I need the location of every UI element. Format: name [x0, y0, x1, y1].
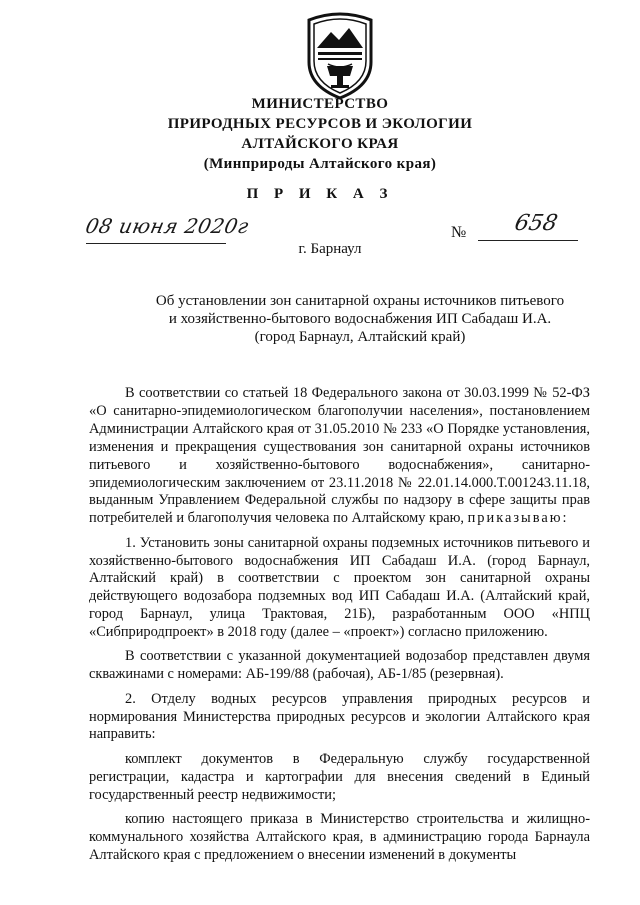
body-paragraph-1 [89, 385, 590, 528]
handwritten-number: 658 [512, 211, 560, 236]
handwritten-date: 08 июня 2020г [83, 214, 252, 238]
order-body [89, 385, 590, 871]
header-line-1: МИНИСТЕРСТВО [251, 96, 389, 112]
subject-line-1: Об установлении зон санитарной охраны источников питьевого [155, 293, 565, 309]
paragraph-1-text: В соответствии со статьей 18 Федерального закона от 30.03.1999 № 52-ФЗ «О санитарно-эпидемиологическом благополучии населения», постановлением Администрации Алтайского края от 31.05.2010 № 233 «О Порядке установления, изменения и прекращения существования зон санитарной охраны источников питьевого и хозяйственно-бытового водоснабжения», санитарно-эпидемиологическим заключением от 23.11.2018 № 22.01.14.000.Т.001243.11.18, выданным Управлением Федеральной службы по надзору в сфере защиты прав потребителей и благополучия человека по Алтайскому краю, [89, 385, 590, 527]
header-line-4: (Минприроды Алтайского края) [203, 156, 437, 172]
coat-of-arms-emblem [301, 10, 379, 102]
header-line-2: ПРИРОДНЫХ РЕСУРСОВ И ЭКОЛОГИИ [167, 116, 473, 132]
order-subject [0, 292, 640, 346]
order-word: приказываю: [467, 510, 569, 527]
city-label: г. Барнаул [298, 241, 362, 257]
body-paragraph-5: комплект документов в Федеральную службу государственной регистрации, кадастра и картографии для внесения сведений в Единый государственный реестр недвижимости; [89, 750, 590, 803]
body-paragraph-3: В соответствии с указанной документацией водозабор представлен двумя скважинами с номерами: АБ-199/88 (рабочая), АБ-1/85 (резервная). [89, 648, 590, 683]
header-line-3: АЛТАЙСКОГО КРАЯ [241, 136, 399, 152]
subject-line-2: и хозяйственно-бытового водоснабжения ИП Сабадаш И.А. [168, 311, 552, 327]
body-paragraph-2: 1. Установить зоны санитарной охраны подземных источников питьевого и хозяйственно-бытового водоснабжения ИП Сабадаш И.А. (город Барнаул, Алтайский край) в соответствии с проектом зон санитарной охраны действующего водозабора подземных вод ИП Сабадаш И.А. (Алтайский край, город Барнаул, улица Трактовая, 21Б), разработанным ООО «НПЦ «Сибприродпроект» в 2018 году (далее – «проект») согласно приложению. [89, 534, 590, 641]
body-paragraph-4: 2. Отделу водных ресурсов управления природных ресурсов и нормирования Министерства природных ресурсов и экологии Алтайского края направить: [89, 690, 590, 743]
body-paragraph-6: копию настоящего приказа в Министерство строительства и жилищно-коммунального хозяйства Алтайского края, в администрацию города Барнаула Алтайского края с предложением о внесении изменений в документы [89, 810, 590, 863]
ministry-header [0, 94, 640, 174]
subject-line-3: (город Барнаул, Алтайский край) [254, 329, 466, 345]
document-type-title: П Р И К А З [246, 186, 394, 202]
number-label: № [451, 224, 467, 241]
